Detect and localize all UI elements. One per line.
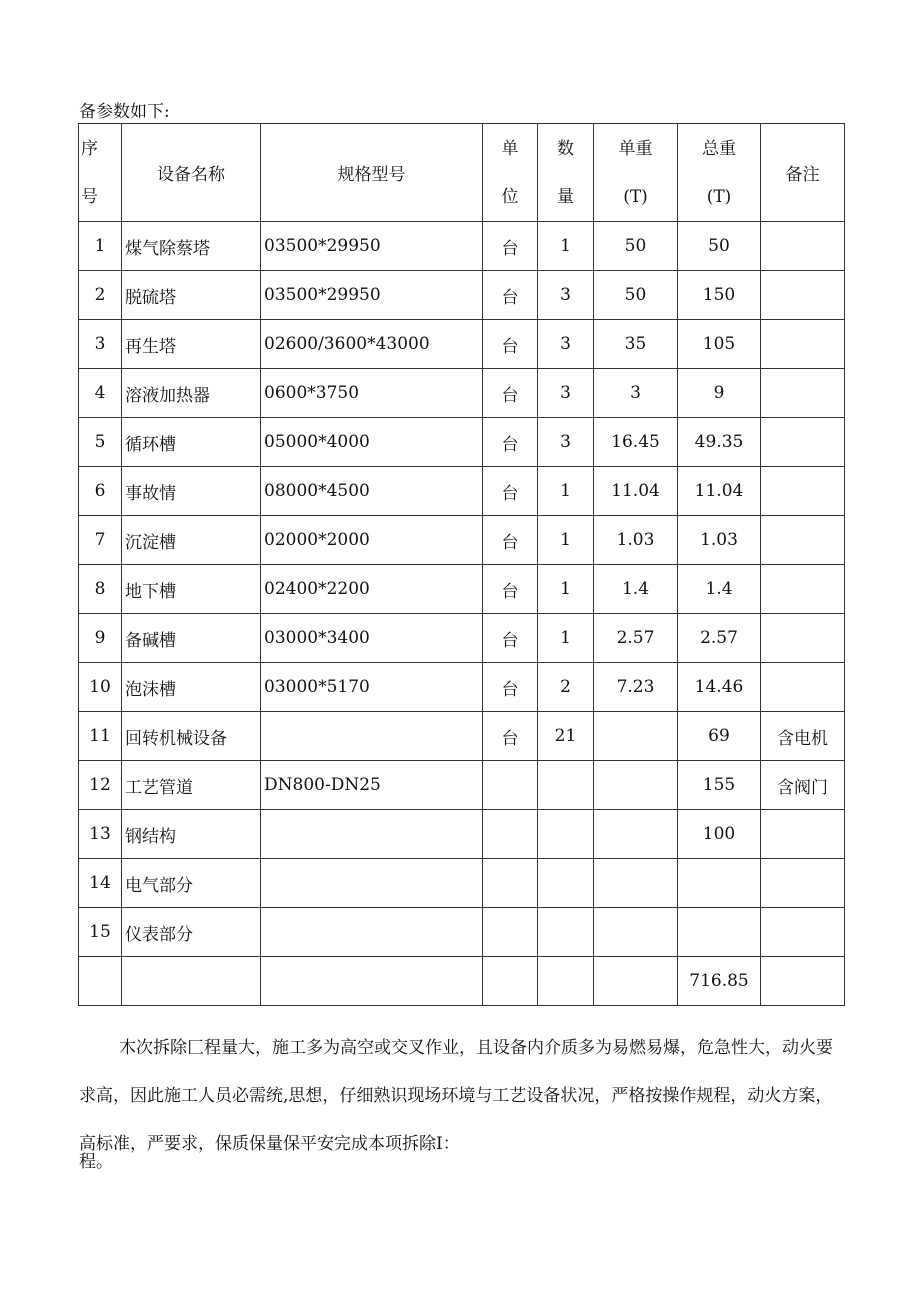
cell-spec: 08000*4500 [261, 467, 483, 516]
cell-spec: DN800-DN25 [261, 761, 483, 810]
cell-no: 6 [79, 467, 122, 516]
cell-total-weight: 100 [678, 810, 761, 859]
paragraph: 木次拆除匚程量大，施工多为高空或交叉作业，且设备内介质多为易燃易爆，危急性大，动火要求高，因此施工人员必需统,思想，仔细熟识现场环境与工艺设备状况，严格按操作规程，动火方案，高标准，严要求，保质保量保平安完成本项拆除I： [79, 1038, 833, 1154]
cell-no: 14 [79, 859, 122, 908]
cell-qty [538, 810, 594, 859]
header-name: 设备名称 [122, 124, 261, 222]
cell-no: 8 [79, 565, 122, 614]
cell-total-weight: 11.04 [678, 467, 761, 516]
table-row [79, 859, 845, 908]
header-unit: 单 位 [483, 124, 538, 222]
cell-remark [761, 859, 845, 908]
cell-qty [538, 859, 594, 908]
cell-total-weight: 1.03 [678, 516, 761, 565]
paragraph-tail: 程。 [79, 1152, 113, 1172]
cell-name: 煤气除蔡塔 [122, 222, 261, 271]
cell-spec: 05000*4000 [261, 418, 483, 467]
cell-name: 事故情 [122, 467, 261, 516]
intro-text: 备参数如下: [79, 102, 170, 122]
cell-unit-weight [594, 908, 678, 957]
cell-unit-weight: 35 [594, 320, 678, 369]
cell-total-weight: 150 [678, 271, 761, 320]
cell-remark [761, 320, 845, 369]
cell-total-weight: 49.35 [678, 418, 761, 467]
cell-qty: 3 [538, 271, 594, 320]
cell-remark [761, 663, 845, 712]
cell-unit: 台 [483, 369, 538, 418]
table-row [79, 565, 845, 614]
header-spec: 规格型号 [261, 124, 483, 222]
cell-spec: 03500*29950 [261, 222, 483, 271]
cell-unit-weight [594, 859, 678, 908]
cell-spec: 0600*3750 [261, 369, 483, 418]
cell-name: 脱硫塔 [122, 271, 261, 320]
cell-total-weight [678, 859, 761, 908]
cell-unit-weight: 7.23 [594, 663, 678, 712]
table-row [79, 271, 845, 320]
table-row [79, 369, 845, 418]
cell-unit-weight: 50 [594, 222, 678, 271]
cell-no: 7 [79, 516, 122, 565]
cell-remark [761, 369, 845, 418]
cell-qty [538, 761, 594, 810]
header-remark: 备注 [761, 124, 845, 222]
cell-spec: 03500*29950 [261, 271, 483, 320]
cell-no: 1 [79, 222, 122, 271]
cell-unit [483, 859, 538, 908]
cell-total-weight: 69 [678, 712, 761, 761]
cell-remark [761, 957, 845, 1006]
cell-remark: 含电机 [761, 712, 845, 761]
cell-no: 15 [79, 908, 122, 957]
table-row [79, 614, 845, 663]
cell-name: 仪表部分 [122, 908, 261, 957]
cell-spec [261, 859, 483, 908]
cell-spec: 02600/3600*43000 [261, 320, 483, 369]
cell-unit: 台 [483, 418, 538, 467]
table-row [79, 320, 845, 369]
cell-name: 钢结构 [122, 810, 261, 859]
cell-unit-weight [594, 810, 678, 859]
table-row [79, 663, 845, 712]
cell-remark [761, 222, 845, 271]
cell-qty: 3 [538, 369, 594, 418]
cell-qty: 2 [538, 663, 594, 712]
cell-unit [483, 810, 538, 859]
cell-name: 沉淀槽 [122, 516, 261, 565]
cell-spec: 03000*3400 [261, 614, 483, 663]
cell-qty: 1 [538, 614, 594, 663]
cell-total-weight: 105 [678, 320, 761, 369]
table-row [79, 761, 845, 810]
cell-total-weight: 50 [678, 222, 761, 271]
cell-unit-weight: 16.45 [594, 418, 678, 467]
cell-no: 11 [79, 712, 122, 761]
cell-qty: 1 [538, 467, 594, 516]
cell-no [79, 957, 122, 1006]
cell-spec [261, 712, 483, 761]
cell-remark [761, 908, 845, 957]
cell-remark [761, 516, 845, 565]
cell-name [122, 957, 261, 1006]
cell-remark: 含阀门 [761, 761, 845, 810]
cell-name: 备碱槽 [122, 614, 261, 663]
cell-no: 4 [79, 369, 122, 418]
header-total-weight: 总重 (T) [678, 124, 761, 222]
cell-name: 电气部分 [122, 859, 261, 908]
table-row [79, 516, 845, 565]
cell-unit-weight: 2.57 [594, 614, 678, 663]
cell-remark [761, 614, 845, 663]
cell-unit [483, 908, 538, 957]
equipment-table [78, 123, 845, 1006]
cell-remark [761, 467, 845, 516]
cell-remark [761, 418, 845, 467]
cell-unit-weight: 50 [594, 271, 678, 320]
cell-no: 9 [79, 614, 122, 663]
table-row [79, 222, 845, 271]
cell-total-weight: 9 [678, 369, 761, 418]
cell-name: 循环槽 [122, 418, 261, 467]
cell-unit: 台 [483, 320, 538, 369]
cell-spec: 03000*5170 [261, 663, 483, 712]
cell-unit-weight: 1.4 [594, 565, 678, 614]
table-row [79, 418, 845, 467]
cell-qty [538, 957, 594, 1006]
cell-total-weight: 155 [678, 761, 761, 810]
cell-total-weight: 14.46 [678, 663, 761, 712]
header-no: 序 号 [79, 124, 122, 222]
header-qty: 数 量 [538, 124, 594, 222]
cell-unit-weight: 1.03 [594, 516, 678, 565]
cell-unit: 台 [483, 614, 538, 663]
cell-qty: 1 [538, 565, 594, 614]
cell-unit [483, 761, 538, 810]
cell-name: 工艺管道 [122, 761, 261, 810]
cell-remark [761, 565, 845, 614]
table-row [79, 957, 845, 1006]
cell-spec [261, 957, 483, 1006]
cell-unit-weight [594, 712, 678, 761]
table-row [79, 810, 845, 859]
cell-unit-weight: 3 [594, 369, 678, 418]
cell-no: 5 [79, 418, 122, 467]
cell-qty: 21 [538, 712, 594, 761]
cell-spec: 02400*2200 [261, 565, 483, 614]
cell-spec [261, 908, 483, 957]
cell-qty: 1 [538, 222, 594, 271]
cell-unit-weight [594, 957, 678, 1006]
cell-qty: 1 [538, 516, 594, 565]
cell-no: 3 [79, 320, 122, 369]
cell-name: 再生塔 [122, 320, 261, 369]
cell-unit: 台 [483, 467, 538, 516]
cell-unit: 台 [483, 271, 538, 320]
cell-unit: 台 [483, 222, 538, 271]
cell-qty: 3 [538, 418, 594, 467]
cell-qty: 3 [538, 320, 594, 369]
table-body [79, 222, 845, 1006]
cell-unit: 台 [483, 712, 538, 761]
cell-unit-weight: 11.04 [594, 467, 678, 516]
cell-qty [538, 908, 594, 957]
cell-unit: 台 [483, 565, 538, 614]
table-row [79, 908, 845, 957]
cell-name: 地下槽 [122, 565, 261, 614]
cell-unit [483, 957, 538, 1006]
cell-spec [261, 810, 483, 859]
cell-total-weight: 2.57 [678, 614, 761, 663]
cell-no: 10 [79, 663, 122, 712]
cell-total-weight: 1.4 [678, 565, 761, 614]
cell-no: 12 [79, 761, 122, 810]
table-row [79, 467, 845, 516]
cell-remark [761, 810, 845, 859]
cell-remark [761, 271, 845, 320]
cell-name: 泡沫槽 [122, 663, 261, 712]
cell-unit-weight [594, 761, 678, 810]
cell-name: 溶液加热器 [122, 369, 261, 418]
cell-no: 2 [79, 271, 122, 320]
header-unit-weight: 单重 (T) [594, 124, 678, 222]
cell-spec: 02000*2000 [261, 516, 483, 565]
table-header-row [79, 124, 845, 222]
cell-name: 回转机械设备 [122, 712, 261, 761]
table-row [79, 712, 845, 761]
cell-no: 13 [79, 810, 122, 859]
cell-unit: 台 [483, 663, 538, 712]
cell-total-weight: 716.85 [678, 957, 761, 1006]
cell-total-weight [678, 908, 761, 957]
cell-unit: 台 [483, 516, 538, 565]
